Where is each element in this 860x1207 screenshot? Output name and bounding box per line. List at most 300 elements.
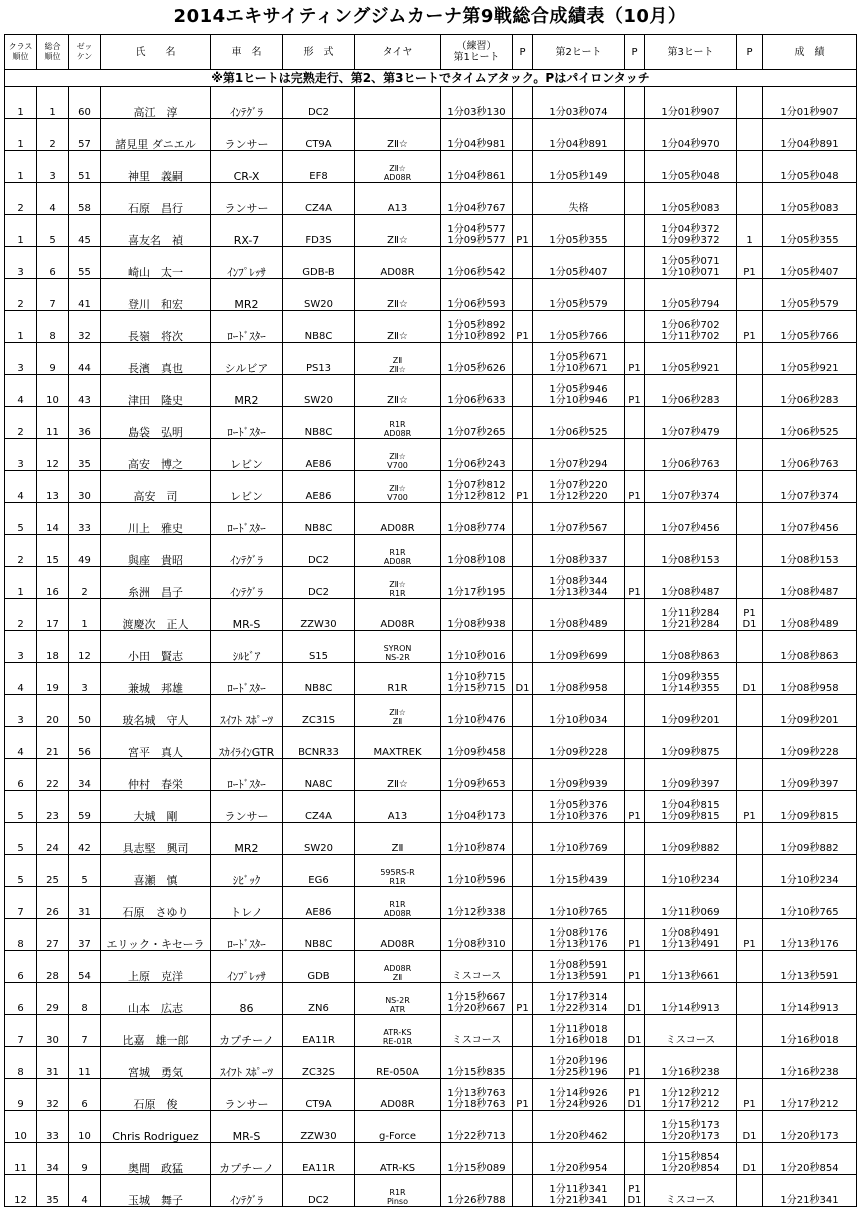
- heat1-time-cell: 1分10秒596: [441, 855, 513, 887]
- heat2-penalty-cell: [625, 535, 645, 567]
- header-class-rank: クラス 順位: [5, 35, 37, 70]
- header-p1: P: [513, 35, 533, 70]
- model-cell: S15: [283, 631, 355, 663]
- heat2-penalty-cell: [625, 407, 645, 439]
- model-cell: NA8C: [283, 759, 355, 791]
- table-row: [5, 823, 857, 855]
- class-rank-cell: 1: [5, 215, 37, 247]
- car-name-cell: ｽｲﾌﾄ ｽﾎﾟｰﾂ: [211, 695, 283, 727]
- class-rank-cell: 1: [5, 87, 37, 119]
- zekken-cell: 50: [69, 695, 101, 727]
- driver-name-cell: 大城 剛: [101, 791, 211, 823]
- car-name-cell: ｽｲﾌﾄ ｽﾎﾟｰﾂ: [211, 1047, 283, 1079]
- model-cell: EA11R: [283, 1015, 355, 1047]
- model-cell: ZZW30: [283, 1111, 355, 1143]
- heat2-time-cell: 1分05秒407: [533, 247, 625, 279]
- result-cell: 1分09秒201: [763, 695, 857, 727]
- heat3-penalty-cell: [737, 151, 763, 183]
- heat2-penalty-cell: P1 D1: [625, 1079, 645, 1111]
- tire-cell: [355, 87, 441, 119]
- heat1-penalty-cell: [513, 695, 533, 727]
- model-cell: ZC31S: [283, 695, 355, 727]
- model-cell: AE86: [283, 887, 355, 919]
- heat3-penalty-cell: [737, 471, 763, 503]
- tire-cell: MAXTREK: [355, 727, 441, 759]
- result-cell: 1分05秒766: [763, 311, 857, 343]
- model-cell: DC2: [283, 535, 355, 567]
- heat3-penalty-cell: [737, 87, 763, 119]
- heat2-time-cell: 1分09秒228: [533, 727, 625, 759]
- zekken-cell: 33: [69, 503, 101, 535]
- heat1-time-cell: 1分10秒874: [441, 823, 513, 855]
- heat2-penalty-cell: [625, 727, 645, 759]
- table-row: [5, 759, 857, 791]
- heat3-penalty-cell: 1: [737, 215, 763, 247]
- heat2-penalty-cell: [625, 631, 645, 663]
- table-row: [5, 983, 857, 1015]
- driver-name-cell: 津田 隆史: [101, 375, 211, 407]
- heat3-penalty-cell: D1: [737, 663, 763, 695]
- heat3-time-cell: 1分07秒479: [645, 407, 737, 439]
- overall-rank-cell: 13: [37, 471, 69, 503]
- result-cell: 1分21秒341: [763, 1175, 857, 1207]
- table-row: [5, 407, 857, 439]
- heat1-penalty-cell: [513, 375, 533, 407]
- class-rank-cell: 4: [5, 471, 37, 503]
- model-cell: NB8C: [283, 407, 355, 439]
- heat3-time-cell: 1分12秒212 1分17秒212: [645, 1079, 737, 1111]
- zekken-cell: 43: [69, 375, 101, 407]
- class-rank-cell: 6: [5, 951, 37, 983]
- heat3-time-cell: 1分08秒153: [645, 535, 737, 567]
- driver-name-cell: 石原 さゆり: [101, 887, 211, 919]
- header-zekken: ゼッ ケン: [69, 35, 101, 70]
- heat2-time-cell: 1分05秒671 1分10秒671: [533, 343, 625, 375]
- overall-rank-cell: 23: [37, 791, 69, 823]
- overall-rank-cell: 35: [37, 1175, 69, 1207]
- heat1-time-cell: 1分03秒130: [441, 87, 513, 119]
- page-title: 2014エキサイティングジムカーナ第9戦総合成績表（10月）: [173, 6, 687, 27]
- car-name-cell: MR2: [211, 823, 283, 855]
- overall-rank-cell: 31: [37, 1047, 69, 1079]
- result-cell: 1分04秒891: [763, 119, 857, 151]
- heat1-time-cell: 1分05秒626: [441, 343, 513, 375]
- heat2-penalty-cell: [625, 87, 645, 119]
- heat1-time-cell: ミスコース: [441, 1015, 513, 1047]
- heat3-time-cell: 1分06秒702 1分11秒702: [645, 311, 737, 343]
- heat2-time-cell: 1分05秒946 1分10秒946: [533, 375, 625, 407]
- class-rank-cell: 2: [5, 599, 37, 631]
- class-rank-cell: 2: [5, 183, 37, 215]
- heat2-penalty-cell: [625, 279, 645, 311]
- header-heat3: 第3ヒート: [645, 35, 737, 70]
- heat3-time-cell: 1分13秒661: [645, 951, 737, 983]
- table-row: [5, 599, 857, 631]
- car-name-cell: CR-X: [211, 151, 283, 183]
- driver-name-cell: 玻名城 守人: [101, 695, 211, 727]
- heat1-time-cell: 1分04秒981: [441, 119, 513, 151]
- overall-rank-cell: 18: [37, 631, 69, 663]
- zekken-cell: 9: [69, 1143, 101, 1175]
- heat3-penalty-cell: P1 D1: [737, 599, 763, 631]
- zekken-cell: 4: [69, 1175, 101, 1207]
- overall-rank-cell: 3: [37, 151, 69, 183]
- heat1-penalty-cell: [513, 631, 533, 663]
- zekken-cell: 31: [69, 887, 101, 919]
- table-row: [5, 1175, 857, 1207]
- overall-rank-cell: 2: [37, 119, 69, 151]
- heat1-penalty-cell: P1: [513, 215, 533, 247]
- heat1-time-cell: 1分12秒338: [441, 887, 513, 919]
- heat3-time-cell: 1分05秒921: [645, 343, 737, 375]
- zekken-cell: 8: [69, 983, 101, 1015]
- heat2-penalty-cell: P1: [625, 471, 645, 503]
- driver-name-cell: 島袋 弘明: [101, 407, 211, 439]
- model-cell: NB8C: [283, 311, 355, 343]
- car-name-cell: トレノ: [211, 887, 283, 919]
- header-name: 氏 名: [101, 35, 211, 70]
- class-rank-cell: 4: [5, 663, 37, 695]
- heat3-time-cell: 1分05秒083: [645, 183, 737, 215]
- table-row: [5, 1143, 857, 1175]
- heat3-penalty-cell: [737, 535, 763, 567]
- car-name-cell: MR-S: [211, 599, 283, 631]
- car-name-cell: ﾛｰﾄﾞｽﾀｰ: [211, 663, 283, 695]
- driver-name-cell: 具志堅 興司: [101, 823, 211, 855]
- heat1-penalty-cell: [513, 247, 533, 279]
- table-row: [5, 1047, 857, 1079]
- heat3-time-cell: 1分07秒456: [645, 503, 737, 535]
- zekken-cell: 44: [69, 343, 101, 375]
- heat2-penalty-cell: P1: [625, 343, 645, 375]
- table-row: [5, 919, 857, 951]
- heat2-time-cell: 1分11秒018 1分16秒018: [533, 1015, 625, 1047]
- heat2-time-cell: 1分04秒891: [533, 119, 625, 151]
- heat3-time-cell: 1分06秒763: [645, 439, 737, 471]
- car-name-cell: ﾛｰﾄﾞｽﾀｰ: [211, 759, 283, 791]
- heat1-time-cell: 1分08秒310: [441, 919, 513, 951]
- result-cell: 1分10秒765: [763, 887, 857, 919]
- car-name-cell: ｲﾝﾃｸﾞﾗ: [211, 87, 283, 119]
- class-rank-cell: 1: [5, 119, 37, 151]
- header-overall-rank: 総合 順位: [37, 35, 69, 70]
- heat3-penalty-cell: [737, 567, 763, 599]
- heat1-penalty-cell: P1: [513, 471, 533, 503]
- heat3-time-cell: 1分06秒283: [645, 375, 737, 407]
- heat2-penalty-cell: [625, 119, 645, 151]
- tire-cell: R1R AD08R: [355, 535, 441, 567]
- zekken-cell: 32: [69, 311, 101, 343]
- car-name-cell: RX-7: [211, 215, 283, 247]
- class-rank-cell: 5: [5, 503, 37, 535]
- heat1-penalty-cell: [513, 855, 533, 887]
- heat1-penalty-cell: [513, 503, 533, 535]
- tire-cell: ZⅡ☆: [355, 215, 441, 247]
- overall-rank-cell: 26: [37, 887, 69, 919]
- header-p3: P: [737, 35, 763, 70]
- driver-name-cell: 仲村 春栄: [101, 759, 211, 791]
- heat2-time-cell: 1分07秒567: [533, 503, 625, 535]
- heat1-time-cell: 1分04秒767: [441, 183, 513, 215]
- heat1-penalty-cell: [513, 535, 533, 567]
- driver-name-cell: 宮平 真人: [101, 727, 211, 759]
- tire-cell: ZⅡ☆: [355, 279, 441, 311]
- heat1-time-cell: 1分17秒195: [441, 567, 513, 599]
- heat2-penalty-cell: [625, 855, 645, 887]
- table-row: [5, 183, 857, 215]
- heat1-penalty-cell: [513, 87, 533, 119]
- heat3-penalty-cell: [737, 727, 763, 759]
- heat3-penalty-cell: [737, 407, 763, 439]
- result-cell: 1分16秒018: [763, 1015, 857, 1047]
- heat2-penalty-cell: [625, 695, 645, 727]
- overall-rank-cell: 10: [37, 375, 69, 407]
- class-rank-cell: 2: [5, 279, 37, 311]
- heat2-time-cell: 1分08秒337: [533, 535, 625, 567]
- zekken-cell: 6: [69, 1079, 101, 1111]
- heat3-penalty-cell: [737, 631, 763, 663]
- heat2-penalty-cell: [625, 311, 645, 343]
- heat1-time-cell: 1分07秒812 1分12秒812: [441, 471, 513, 503]
- heat3-time-cell: 1分09秒875: [645, 727, 737, 759]
- heat1-time-cell: 1分10秒016: [441, 631, 513, 663]
- heat3-penalty-cell: [737, 343, 763, 375]
- heat1-time-cell: 1分08秒774: [441, 503, 513, 535]
- zekken-cell: 49: [69, 535, 101, 567]
- heat3-penalty-cell: D1: [737, 1143, 763, 1175]
- driver-name-cell: 長濱 真也: [101, 343, 211, 375]
- driver-name-cell: 石原 昌行: [101, 183, 211, 215]
- zekken-cell: 59: [69, 791, 101, 823]
- zekken-cell: 42: [69, 823, 101, 855]
- heat3-penalty-cell: P1: [737, 919, 763, 951]
- heat3-penalty-cell: P1: [737, 311, 763, 343]
- heat2-time-cell: 失格: [533, 183, 625, 215]
- heat2-penalty-cell: [625, 183, 645, 215]
- table-row: [5, 567, 857, 599]
- car-name-cell: ランサー: [211, 791, 283, 823]
- car-name-cell: MR2: [211, 279, 283, 311]
- tire-cell: ZⅡ☆: [355, 759, 441, 791]
- tire-cell: ZⅡ: [355, 823, 441, 855]
- driver-name-cell: 崎山 太一: [101, 247, 211, 279]
- heat1-penalty-cell: [513, 151, 533, 183]
- heat1-penalty-cell: [513, 407, 533, 439]
- heat3-time-cell: 1分01秒907: [645, 87, 737, 119]
- heat3-time-cell: 1分16秒238: [645, 1047, 737, 1079]
- table-row: [5, 151, 857, 183]
- heat2-time-cell: 1分14秒926 1分24秒926: [533, 1079, 625, 1111]
- result-cell: 1分09秒882: [763, 823, 857, 855]
- zekken-cell: 58: [69, 183, 101, 215]
- heat1-penalty-cell: [513, 919, 533, 951]
- heat1-time-cell: 1分08秒108: [441, 535, 513, 567]
- zekken-cell: 36: [69, 407, 101, 439]
- car-name-cell: 86: [211, 983, 283, 1015]
- heat3-time-cell: 1分15秒854 1分20秒854: [645, 1143, 737, 1175]
- result-cell: 1分09秒397: [763, 759, 857, 791]
- heat3-penalty-cell: [737, 823, 763, 855]
- heat2-time-cell: 1分08秒958: [533, 663, 625, 695]
- heat2-penalty-cell: [625, 503, 645, 535]
- zekken-cell: 57: [69, 119, 101, 151]
- heat1-penalty-cell: [513, 727, 533, 759]
- table-row: [5, 727, 857, 759]
- heat1-time-cell: 1分09秒653: [441, 759, 513, 791]
- class-rank-cell: 10: [5, 1111, 37, 1143]
- heat3-time-cell: 1分04秒970: [645, 119, 737, 151]
- car-name-cell: レビン: [211, 471, 283, 503]
- heat3-penalty-cell: D1: [737, 1111, 763, 1143]
- heat3-time-cell: 1分05秒071 1分10秒071: [645, 247, 737, 279]
- heat1-penalty-cell: [513, 759, 533, 791]
- heat3-time-cell: 1分09秒355 1分14秒355: [645, 663, 737, 695]
- table-row: [5, 215, 857, 247]
- zekken-cell: 3: [69, 663, 101, 695]
- overall-rank-cell: 25: [37, 855, 69, 887]
- class-rank-cell: 11: [5, 1143, 37, 1175]
- model-cell: DC2: [283, 87, 355, 119]
- zekken-cell: 1: [69, 599, 101, 631]
- tire-cell: R1R AD08R: [355, 887, 441, 919]
- heat2-penalty-cell: [625, 439, 645, 471]
- heat3-penalty-cell: [737, 439, 763, 471]
- table-row: [5, 503, 857, 535]
- heat1-time-cell: 1分06秒243: [441, 439, 513, 471]
- driver-name-cell: 宮城 勇気: [101, 1047, 211, 1079]
- heat2-time-cell: 1分09秒699: [533, 631, 625, 663]
- heat2-penalty-cell: [625, 247, 645, 279]
- heat3-time-cell: 1分15秒173 1分20秒173: [645, 1111, 737, 1143]
- table-row: [5, 535, 857, 567]
- heat1-penalty-cell: [513, 887, 533, 919]
- model-cell: NB8C: [283, 503, 355, 535]
- result-cell: 1分07秒374: [763, 471, 857, 503]
- driver-name-cell: 高安 博之: [101, 439, 211, 471]
- driver-name-cell: 奥間 政猛: [101, 1143, 211, 1175]
- driver-name-cell: 石原 俊: [101, 1079, 211, 1111]
- heat2-time-cell: 1分10秒765: [533, 887, 625, 919]
- heat1-time-cell: 1分15秒667 1分20秒667: [441, 983, 513, 1015]
- zekken-cell: 11: [69, 1047, 101, 1079]
- heat2-penalty-cell: D1: [625, 983, 645, 1015]
- heat3-time-cell: 1分09秒397: [645, 759, 737, 791]
- table-row: [5, 471, 857, 503]
- overall-rank-cell: 1: [37, 87, 69, 119]
- header-heat2: 第2ヒート: [533, 35, 625, 70]
- tire-cell: AD08R: [355, 503, 441, 535]
- table-row: [5, 695, 857, 727]
- heat1-time-cell: 1分09秒458: [441, 727, 513, 759]
- heat1-time-cell: 1分06秒542: [441, 247, 513, 279]
- overall-rank-cell: 16: [37, 567, 69, 599]
- class-rank-cell: 5: [5, 855, 37, 887]
- zekken-cell: 34: [69, 759, 101, 791]
- zekken-cell: 5: [69, 855, 101, 887]
- tire-cell: AD08R ZⅡ: [355, 951, 441, 983]
- overall-rank-cell: 30: [37, 1015, 69, 1047]
- heat3-penalty-cell: [737, 1015, 763, 1047]
- table-row: [5, 439, 857, 471]
- driver-name-cell: 川上 雅史: [101, 503, 211, 535]
- tire-cell: ZⅡ☆ R1R: [355, 567, 441, 599]
- driver-name-cell: 渡慶次 正人: [101, 599, 211, 631]
- heat2-time-cell: 1分07秒294: [533, 439, 625, 471]
- zekken-cell: 2: [69, 567, 101, 599]
- note-text: ※第1ヒートは完熟走行、第2、第3ヒートでタイムアタック。Pはパイロンタッチ: [5, 70, 857, 87]
- zekken-cell: 54: [69, 951, 101, 983]
- tire-cell: AD08R: [355, 1079, 441, 1111]
- heat2-time-cell: 1分05秒149: [533, 151, 625, 183]
- result-cell: 1分20秒854: [763, 1143, 857, 1175]
- overall-rank-cell: 9: [37, 343, 69, 375]
- heat1-time-cell: 1分04秒173: [441, 791, 513, 823]
- tire-cell: R1R AD08R: [355, 407, 441, 439]
- tire-cell: ZⅡ☆ ZⅡ: [355, 695, 441, 727]
- table-row: [5, 951, 857, 983]
- heat1-penalty-cell: P1: [513, 311, 533, 343]
- tire-cell: ZⅡ☆ V700: [355, 471, 441, 503]
- model-cell: FD3S: [283, 215, 355, 247]
- class-rank-cell: 9: [5, 1079, 37, 1111]
- driver-name-cell: 諸見里 ダニエル: [101, 119, 211, 151]
- car-name-cell: ｲﾝﾌﾟﾚｯｻ: [211, 951, 283, 983]
- class-rank-cell: 2: [5, 535, 37, 567]
- heat1-time-cell: 1分05秒892 1分10秒892: [441, 311, 513, 343]
- heat2-time-cell: 1分20秒954: [533, 1143, 625, 1175]
- table-row: [5, 791, 857, 823]
- zekken-cell: 51: [69, 151, 101, 183]
- header-car: 車 名: [211, 35, 283, 70]
- heat2-time-cell: 1分09秒939: [533, 759, 625, 791]
- heat2-penalty-cell: D1: [625, 1015, 645, 1047]
- tire-cell: AD08R: [355, 919, 441, 951]
- results-body: [5, 87, 857, 1207]
- overall-rank-cell: 19: [37, 663, 69, 695]
- car-name-cell: ｼﾋﾞｯｸ: [211, 855, 283, 887]
- overall-rank-cell: 22: [37, 759, 69, 791]
- tire-cell: AD08R: [355, 599, 441, 631]
- tire-cell: AD08R: [355, 247, 441, 279]
- heat3-time-cell: 1分07秒374: [645, 471, 737, 503]
- zekken-cell: 60: [69, 87, 101, 119]
- car-name-cell: ｲﾝﾃｸﾞﾗ: [211, 567, 283, 599]
- heat1-time-cell: 1分10秒715 1分15秒715: [441, 663, 513, 695]
- tire-cell: ZⅡ☆: [355, 375, 441, 407]
- heat3-time-cell: 1分04秒815 1分09秒815: [645, 791, 737, 823]
- header-p2: P: [625, 35, 645, 70]
- heat2-time-cell: 1分08秒591 1分13秒591: [533, 951, 625, 983]
- car-name-cell: ｲﾝﾌﾟﾚｯｻ: [211, 247, 283, 279]
- car-name-cell: ｲﾝﾃｸﾞﾗ: [211, 535, 283, 567]
- zekken-cell: 55: [69, 247, 101, 279]
- heat2-time-cell: 1分08秒489: [533, 599, 625, 631]
- heat1-penalty-cell: [513, 823, 533, 855]
- overall-rank-cell: 32: [37, 1079, 69, 1111]
- model-cell: EA11R: [283, 1143, 355, 1175]
- car-name-cell: レビン: [211, 439, 283, 471]
- class-rank-cell: 4: [5, 727, 37, 759]
- class-rank-cell: 8: [5, 1047, 37, 1079]
- car-name-cell: カプチーノ: [211, 1143, 283, 1175]
- overall-rank-cell: 14: [37, 503, 69, 535]
- heat1-time-cell: 1分06秒593: [441, 279, 513, 311]
- driver-name-cell: エリック・キセーラ: [101, 919, 211, 951]
- heat1-time-cell: 1分15秒089: [441, 1143, 513, 1175]
- heat3-penalty-cell: [737, 695, 763, 727]
- tire-cell: NS-2R ATR: [355, 983, 441, 1015]
- overall-rank-cell: 4: [37, 183, 69, 215]
